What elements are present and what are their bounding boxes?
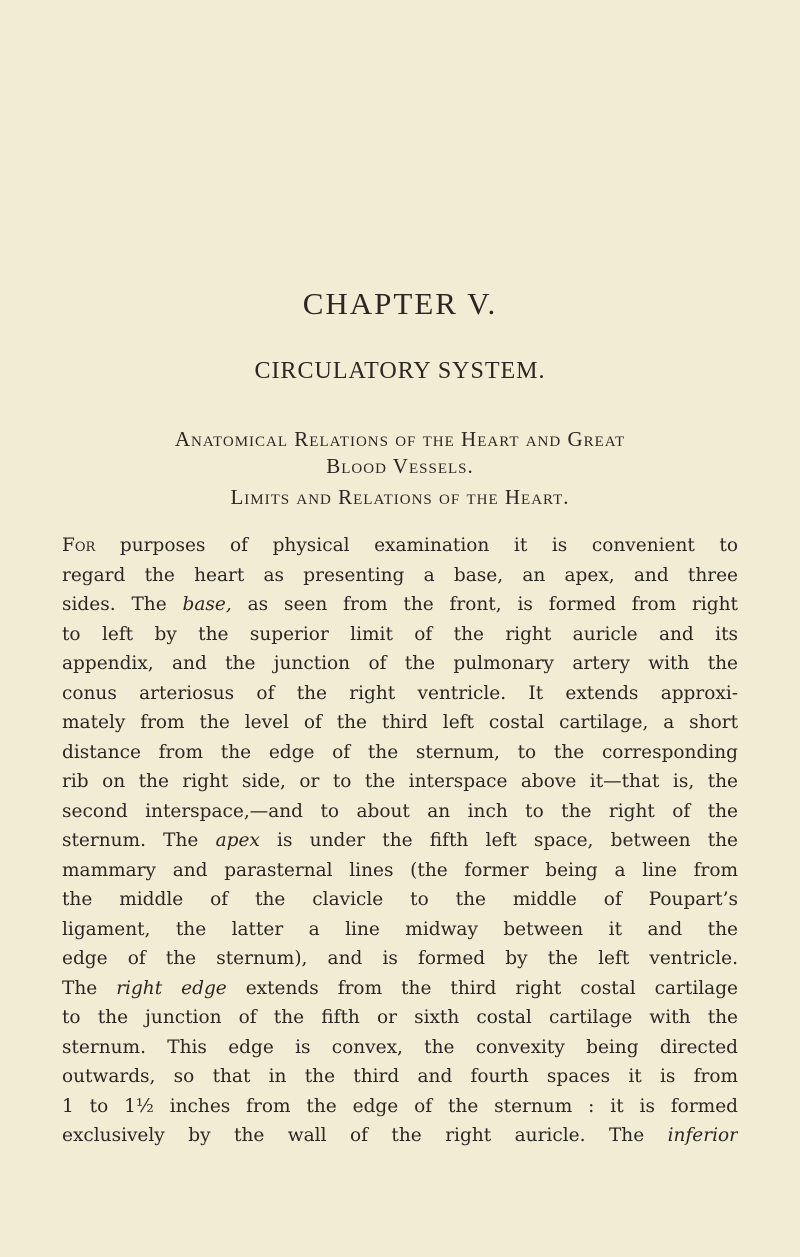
text-line: sternum. The apex is under the fifth left space, between the [62,830,738,851]
subheading-line-1: Anatomical Relations of the Heart and Great [174,427,626,451]
text-line: edge of the sternum), and is formed by the left ventricle. [62,948,738,969]
text-line: to left by the superior limit of the right auricle and its [62,623,738,645]
subheading-line-2: Blood Vessels. [326,454,474,478]
emphasized-term: apex [215,830,260,851]
subheading-anatomical-relations [60,426,740,480]
text-line: ligament, the latter a line midway between it and the [62,918,738,940]
text-line: appendix, and the junction of the pulmonary artery with the [62,653,738,674]
emphasized-term: inferior [667,1125,738,1146]
text-line: second interspace,—and to about an inch to the right of the [62,800,738,822]
text-line: sternum. This edge is convex, the convexity being directed [62,1036,738,1058]
text-line: For purposes of physical examination it is convenient to [62,535,738,556]
section-title: CIRCULATORY SYSTEM. [254,358,546,384]
emphasized-term: base, [182,594,232,615]
text-line: mammary and parasternal lines (the former being a line from [62,859,738,881]
subheading-limits-relations: Limits and Relations of the Heart. [230,485,570,509]
text-line: sides. The base, as seen from the front, is formed from right [62,594,738,615]
text-line: to the junction of the fifth or sixth costal cartilage with the [62,1007,738,1028]
emphasized-term: right edge [116,977,227,999]
text-line: rib on the right side, or to the interspace above it—that is, the [62,771,738,792]
text-line: conus arteriosus of the right ventricle. It extends approxi- [62,682,738,704]
text-line: 1 to 1½ inches from the edge of the sternum : it is formed [62,1095,738,1117]
text-line: mately from the level of the third left costal cartilage, a short [62,712,738,733]
text-line: distance from the edge of the sternum, to the corresponding [62,741,738,763]
text-line: regard the heart as presenting a base, an apex, and three [62,564,738,586]
lead-word: For [62,535,96,556]
text-line: the middle of the clavicle to the middle of Poupart’s [62,889,738,910]
text-line: The right edge extends from the third right costal cartilage [62,977,738,999]
text-line: exclusively by the wall of the right auricle. The inferior [62,1125,738,1146]
body-paragraph [62,531,738,1151]
chapter-title: CHAPTER V. [302,286,498,321]
text-line: outwards, so that in the third and fourth spaces it is from [62,1066,738,1087]
